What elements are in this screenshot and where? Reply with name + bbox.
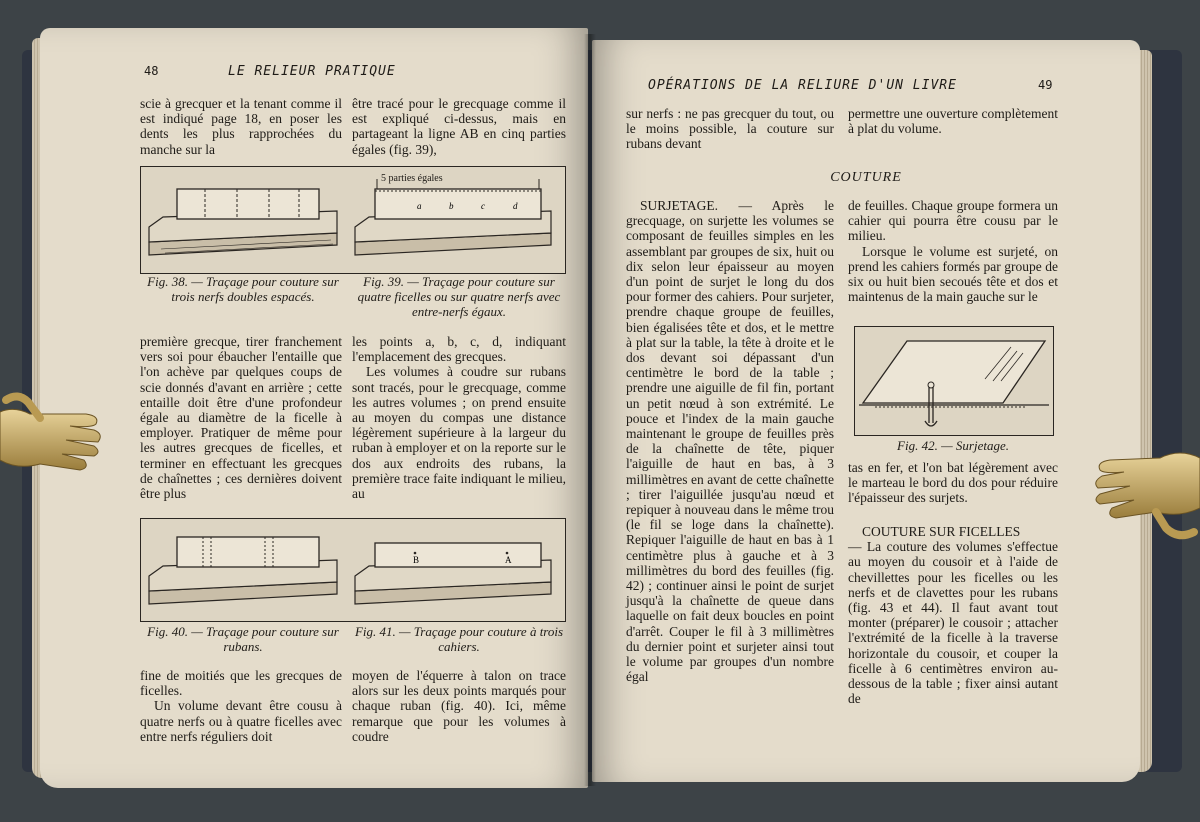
- figure-caption: Fig. 41. — Traçage pour couture à trois cahiers.: [354, 624, 564, 654]
- right-hand-clip: [1090, 436, 1200, 546]
- section-heading: COUTURE: [830, 170, 902, 185]
- column-text: être tracé pour le grecquage comme il est expliqué ci-dessus, mais en partageant la ligne AB en cinq parties égales (fig. 39),: [352, 96, 566, 157]
- page-number: 48: [144, 64, 159, 78]
- column-text: moyen de l'équerre à talon on trace alors sur les deux points marqués pour chaque ruban (fig. 40). Ici, même remarque que pour les volumes à coudre: [352, 668, 566, 744]
- figure-40-41: [140, 518, 566, 622]
- column-text: tas en fer, et l'on bat légèrement avec le marteau le bord du dos pour réduire l'épaisseur des surjets.: [848, 460, 1058, 506]
- figure-caption: Fig. 39. — Traçage pour couture sur quatre ficelles ou sur quatre nerfs avec entre-nerfs égaux.: [357, 274, 561, 319]
- page-number: 49: [1038, 78, 1053, 92]
- column-text: scie à grecquer et la tenant comme il est indiqué page 18, en poser les dents les plus rapprochées du manche sur la: [140, 96, 342, 157]
- svg-text:a: a: [417, 201, 422, 211]
- right-page: [592, 40, 1140, 782]
- running-head: OPÉRATIONS DE LA RELIURE D'UN LIVRE: [648, 78, 957, 93]
- column-text: permettre une ouverture complètement à plat du volume.: [848, 106, 1058, 137]
- svg-text:d: d: [513, 201, 518, 211]
- book-gutter: [584, 34, 596, 786]
- column-text: fine de moitiés que les grecques de ficelles. Un volume devant être cousu à quatre nerfs ou à quatre ficelles avec entre nerfs réguliers doit: [140, 668, 342, 744]
- running-head: LE RELIEUR PRATIQUE: [228, 64, 396, 79]
- column-text: sur nerfs : ne pas grecquer du tout, ou le moins possible, la couture sur rubans devant: [626, 106, 834, 152]
- figure-caption: Fig. 38. — Traçage pour couture sur trois nerfs doubles espacés.: [147, 274, 339, 304]
- column-text: première grecque, tirer franchement vers soi pour ébaucher l'entaille que l'on achève par quelques coups de scie donnés d'avant en arrière ; cette entaille doit être d'une profondeur égale au diamètre de la ficelle à employer. Pratiquer de même pour les autres grecques de ficelles, et terminer en effectuant les grecques de chaînettes ; ces dernières doivent être plus: [140, 334, 342, 502]
- fig39-label: 5 parties égales: [381, 173, 443, 184]
- svg-text:c: c: [481, 201, 485, 211]
- column-text: SURJETAGE. — Après le grecquage, on surjette les volumes se composant de feuilles simples en les assemblant par groupes de six, huit ou dix selon leur épaisseur au moyen d'un point de surjet le long du dos pour former des cahiers. Pour surjeter, prendre chaque groupe de feuilles, bien égalisées tête et dos, et le mettre à plat sur la table, la tête à droite et le dos devant soi dépassant d'un centimètre le bord de la table ; prendre une aiguille de fil fin, portant un petit nœud à son extrémité. Le pouce et l'index de la main gauche maintenant le groupe de feuilles près de la chaînette de tête, piquer l'aiguille de haut en bas, à 3 millimètres en avant de cette chaînette ; tirer l'aiguillée jusqu'au nœud et repiquer à nouveau dans le même trou (le fil se loge dans la chaînette). Repiquer l'aiguille de haut en bas à 1 centimètre plus à gauche et à 3 millimètres du bord des feuilles (fig. 42) ; continuer ainsi le point de surjet jusqu'à la chaînette de queue dans laquelle on fait deux boucles en point d'arrêt. Couper le fil à 3 millimètres du dernier point et surjeter ainsi tout le volume par groupes d'un nombre égal: [626, 198, 834, 685]
- left-page: [40, 28, 588, 788]
- subsection-heading: COUTURE SUR FICELLES: [862, 524, 1021, 539]
- left-hand-clip: [0, 392, 104, 488]
- column-text: de feuilles. Chaque groupe formera un cahier qui pourra être cousu par le milieu. Lorsque le volume est surjeté, on prend les cahiers formés par groupe de six ou huit bien secoués tête et dos et maintenus de la main gauche sur le: [848, 198, 1058, 305]
- figure-caption: Fig. 42. — Surjetage.: [897, 438, 1009, 453]
- figure-42: [854, 326, 1054, 436]
- svg-text:b: b: [449, 201, 454, 211]
- column-text: les points a, b, c, d, indiquant l'emplacement des grecques. Les volumes à coudre sur rubans sont tracés, pour le grecquage, comme les autres volumes ; on prend ensuite au moyen du compas une distance légèrement supérieure à la largeur du ruban à employer et on la reporte sur le dos aux endroits des rubans, la première trace faite indiquant le milieu, au: [352, 334, 566, 502]
- column-text: COUTURE SUR FICELLES — La couture des volumes s'effectue au moyen du cousoir et à l'aide de chevillettes pour les ficelles ou les nerfs et de clavettes pour les rubans (fig. 43 et 44). Il faut avant tout monter (préparer) le cousoir ; attacher l'extrémité de la ficelle à la traverse horizontale du cousoir, et couper la ficelle à 6 centimètres environ au-dessous de la table ; fixer ainsi autant de: [848, 524, 1058, 707]
- svg-text:B: B: [413, 555, 420, 565]
- figure-caption: Fig. 40. — Traçage pour couture sur rubans.: [147, 624, 339, 654]
- svg-text:A: A: [505, 555, 512, 565]
- figure-38-39: [140, 166, 566, 274]
